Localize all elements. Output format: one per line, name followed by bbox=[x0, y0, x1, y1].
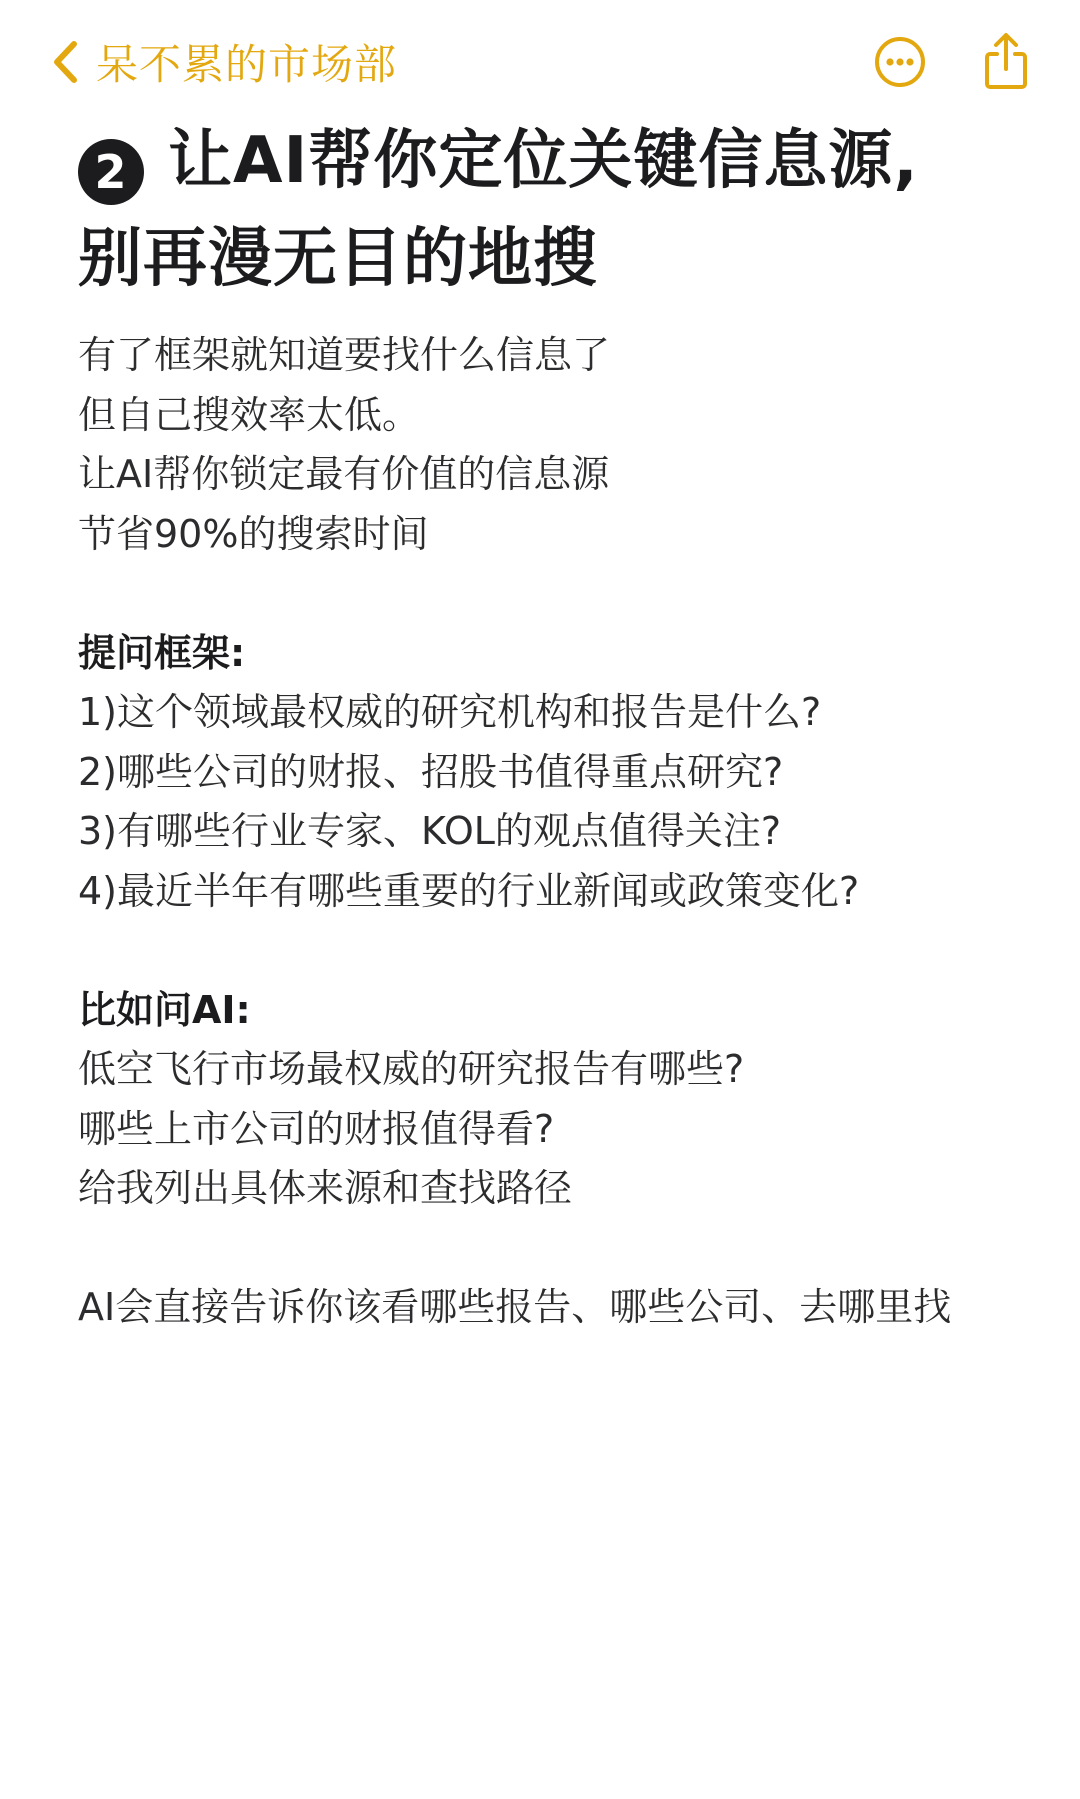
example-item: 给我列出具体来源和查找路径 bbox=[78, 1166, 573, 1210]
share-button[interactable] bbox=[978, 36, 1034, 92]
framework-item: 1)这个领域最权威的研究机构和报告是什么? bbox=[78, 690, 822, 734]
conclusion-line: AI会直接告诉你该看哪些报告、哪些公司、去哪里找 bbox=[78, 1285, 952, 1329]
title-text-1: 让AI帮你定位关键信息源, bbox=[168, 124, 919, 198]
intro-line: 让AI帮你锁定最有价值的信息源 bbox=[78, 452, 610, 496]
chevron-left-icon bbox=[52, 40, 78, 84]
navigation-bar bbox=[0, 0, 1080, 110]
intro-line: 但自己搜效率太低。 bbox=[78, 392, 421, 437]
note-content[interactable] bbox=[78, 112, 1018, 1338]
number-badge: 2 bbox=[78, 139, 144, 205]
blank-line bbox=[78, 921, 1018, 981]
title-line-1 bbox=[78, 112, 1018, 210]
ellipsis-circle-icon bbox=[873, 35, 927, 93]
blank-line bbox=[78, 1219, 1018, 1279]
framework-heading: 提问框架: bbox=[78, 630, 246, 675]
framework-item: 2)哪些公司的财报、招股书值得重点研究? bbox=[78, 749, 784, 794]
back-label: 呆不累的市场部 bbox=[96, 40, 398, 89]
title-line-2: 别再漫无目的地搜 bbox=[78, 222, 598, 296]
note-body bbox=[78, 326, 1018, 1338]
share-icon bbox=[982, 32, 1030, 96]
back-button[interactable] bbox=[52, 34, 397, 90]
framework-item: 4)最近半年有哪些重要的行业新闻或政策变化? bbox=[78, 868, 860, 913]
more-options-button[interactable] bbox=[872, 36, 928, 92]
intro-line: 节省90%的搜索时间 bbox=[78, 511, 429, 556]
intro-line: 有了框架就知道要找什么信息了 bbox=[78, 333, 611, 377]
example-heading: 比如问AI: bbox=[78, 987, 251, 1032]
blank-line bbox=[78, 564, 1018, 624]
example-item: 哪些上市公司的财报值得看? bbox=[78, 1106, 555, 1151]
note-title bbox=[78, 112, 1018, 308]
framework-item: 3)有哪些行业专家、KOL的观点值得关注? bbox=[78, 809, 782, 853]
example-item: 低空飞行市场最权威的研究报告有哪些? bbox=[78, 1047, 745, 1091]
